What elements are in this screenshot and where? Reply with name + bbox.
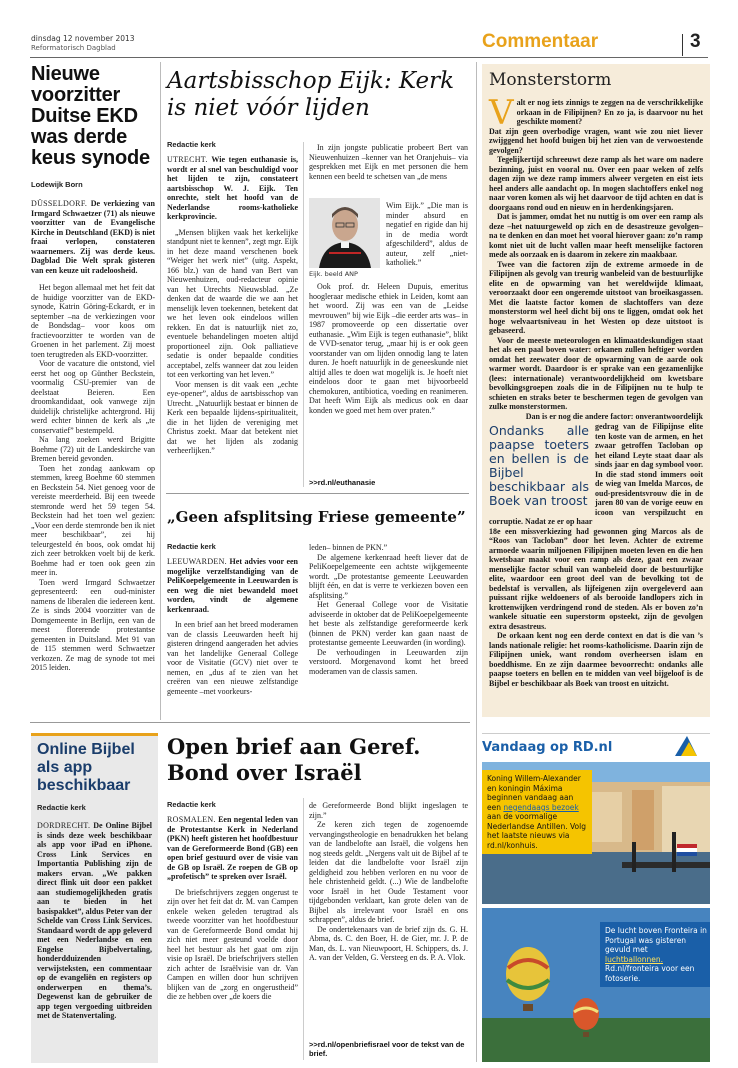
bijbel-lead: De Online Bijbel is sinds deze week beschikbaar als app voor iPad en iPhone. Cross Link Services en Importantia Publishing zijn de makers ervan. „We pakken direct flink uit door een pakket aan studiemogelijkheden gratis aan te bieden in het basispakket”, aldus Peter van der Schelde van Cross Link Services. Standaard wordt de app geleverd met een Nederlandse en een Engelse Bijbelvertaling, honderdduizenden verwijsteksten, een commentaar op de evangeliën en registers op onderwerpen en thema’s. Degewenst kan de gebruiker de app tegen vergoeding uitbreiden met de Statenvertaling. <box>37 821 152 1020</box>
ekd-lead: De verkiezing van Irmgard Schwaetzer (71) als nieuwe voorzitter van de Evangelische Kirche in Deutschland (EKD) is niet fraai verlopen, constateren waarnemers. Zij was derde keus. Dagblad Die Welt sprak gisteren van een keuze uit radeloosheid. <box>31 199 156 275</box>
bijbel-body <box>37 821 152 1021</box>
ekd-body <box>31 199 155 673</box>
promo-item1-before: Koning Willem-Alexander en koningin Máxima beginnen vandaag aan een <box>487 774 581 812</box>
section-rule <box>30 722 470 723</box>
israel-col1 <box>167 815 298 1002</box>
israel-headline: Open brief aan Geref. Bond over Israël <box>167 734 421 785</box>
monsterstorm-paragraph: 18e een missverkiezing had gewonnen ging Marcos als de “Roos van Tacloban” door het leven. Achter de extreme armoede waarin miljoenen Filipijnen moeten leven en die hen kwetsbaar maakt voor een ramp als deze, gaat een zwaar menselijke factor schuil van wanbeleid door de bestuurlijke elite, waardoor een groot deel van de bevolking tot de bedelstaf is vervallen, als lijfeigenen zijn overgeleverd aan puissant rijke weldoeners of als berooide landlopers zich in krottenwijken verdringend rond de steden. Als er boven zo’n wankele situatie een superstorm opsteekt, zijn de gevolgen extra desastreus. <box>489 526 703 631</box>
friese-lead: Het advies voor een mogelijke verzelfstandiging van de PeliKoepelgemeente in Leeuwarden is een weg die niet bewandeld moet worden, vindt de algemene kerkenraad. <box>167 557 298 614</box>
israel-lead: Een negental leden van de Protestantse Kerk in Nederland (PKN) heeft gisteren het hoofdbestuur van de Gereformeerde Bond (GB) een open brief gestuurd over de visie van de GB op Israël. Ze roepen de GB op „profetisch” te spreken over Israël. <box>167 815 298 881</box>
eijk-col2-wrap <box>386 201 468 268</box>
eijk-col2-top <box>309 143 468 181</box>
header-date: dinsdag 12 november 2013 <box>31 34 135 43</box>
eijk-photo <box>309 198 380 268</box>
friese-col1 <box>167 557 298 696</box>
ekd-article <box>31 64 155 673</box>
eijk-paragraph: Wim Eijk.” „Die man is minder absurd en negatief en rigide dan hij in de media wordt afgeschilderd”, aldus de auteur, zelf „niet-katholiek.” <box>386 201 468 267</box>
eijk-headline: Aartsbisschop Eijk: Kerk is niet vóór lijden <box>167 68 455 121</box>
column-divider <box>476 62 477 1062</box>
ekd-paragraph: Het begon allemaal met het feit dat de huidige voorzitter van de EKD-synode, Katrin Göring-Eckardt, er in september –na de verkiezingen voor de Bondsdag– voor koos om fractievoorzitter te worden van de Groenen in het parlement. Zij moest toen terugtreden als EKD-voorzitter. <box>31 283 155 359</box>
israel-paragraph: Ze keren zich tegen de zogenoemde vervangingstheologie en benadrukken het belang van de landbelofte aan Israël, die volgens hen nog steeds geldt. „Nergens valt uit de Bijbel af te leiden dat die landbelofte voor Israël zijn geldigheid zou hebben verloren en nu voor de hele christenheid geldt. (...) Wie de landbelofte voor Israël in het Oude Testament voor tijdgebonden verklaart, kan grote delen van de Bijbel als irrelevant voor Israël en ons schrappen”, aldus de brief. <box>309 820 468 924</box>
monsterstorm-paragraph: Tegelijkertijd schreeuwt deze ramp als het ware om nadere bezinning, juist en vooral nu. Over een paar weken of zelfs dagen zijn we deze ramp immers alweer vergeten en eist iets heel anders alle aandacht op. In mogen slachtoffers enkel nog naar voren komen als wij het daarvoor de tijd achten en dat is doorgaans rond oud en nieuw en in herdenkingsjaren. <box>489 155 703 212</box>
header-page-separator <box>682 34 683 56</box>
israel-col2 <box>309 801 468 963</box>
header-rule <box>30 57 708 58</box>
ekd-headline: Nieuwe voorzitter Duitse EKD was derde keus synode <box>31 63 150 169</box>
israel-link[interactable]: >>rd.nl/openbriefisrael voor de tekst van de brief. <box>309 1040 465 1058</box>
israel-paragraph: de Gereformeerde Bond blijkt ingeslagen te zijn.” <box>309 801 468 820</box>
eijk-paragraph: In zijn jongste publicatie probeert Bert van Nieuwenhuizen –kenner van het Oranjehuis– via gesprekken met Eijk en met personen die hem kennen een beeld te schetsen van „de mens <box>309 143 468 181</box>
bijbel-box <box>31 733 158 1063</box>
eijk-byline: Redactie kerk <box>167 140 216 149</box>
monsterstorm-paragraph: De orkaan kent nog een derde context en dat is die van ’s lands nationale religie: het rooms-katholicisme. Daarin zijn de Filipijnen uniek, want rondom overheersen islam en boeddhisme. En ze zijn daarmee bevoorrecht: ondanks alle paapse toeters en bellen en te midden van veel bijgeloof is de Bijbel er beschikbaar als Boek van troost en uitzicht. <box>489 631 703 688</box>
bijbel-byline: Redactie kerk <box>37 803 86 812</box>
eijk-link[interactable]: >>rd.nl/euthanasie <box>309 478 376 487</box>
section-title: Commentaar <box>482 31 599 52</box>
section-rule <box>166 493 469 494</box>
column-divider <box>303 798 304 1060</box>
promo-box <box>482 733 710 1064</box>
eijk-col1 <box>167 155 298 456</box>
friese-col2 <box>309 543 468 676</box>
column-divider <box>160 62 161 720</box>
israel-paragraph: De briefschrijvers zeggen ongerust te zijn over het feit dat dr. M. van Campen enkele weken geleden terugtrad als tweede voorzitter van het hoofdbestuur van de Gereformeerde Bond omdat hij zich niet meer gesteund voelde door heel het bestuur als het gaat om zijn visie op Israël. De briefschrijvers stellen zich achter de Israëlvisie van dr. Van Campen en willen door hun schrijven blijken van de „zorg en ongerustheid” die ze hebben over „de koers die <box>167 887 298 1001</box>
friese-paragraph: leden– binnen de PKN.” <box>309 543 388 552</box>
ekd-paragraph: Toen het zondag aankwam op stemmen, kreeg Boehme 60 stemmen en Beckstein 54. Niet genoeg voor de vereiste meerderheid. Bij een tweede stemronde werd het 59 tegen 54. Beckstein had het toen wel gezien: „Voor een derde stemronde ben ik niet meer beschikbaar”, zei hij teleurgesteld én boos, ook omdat hij zich zeer betrokken voelt bij de kerk. Boehme had er toen ook geen zin meer in. <box>31 463 155 577</box>
promo-logo-icon <box>673 734 699 758</box>
monsterstorm-paragraph: Twee van die factoren zijn de extreme armoede in de Filipijnen als gevolg van treurig wanbeleid van de bestuurlijke elite en de opwarming van het wereldwijde klimaat, veroorzaakt door een ongeremde uitstoot van broeikasgassen. Met die laatste factor komen de slachtoffers van deze monsterstorm wel heel dicht bij ons te liggen, omdat ook het hoge welvaartsniveau in het Westen op deze uitstoot is gebaseerd. <box>489 259 703 335</box>
eijk-photo-caption: Eijk. beeld ANP <box>309 270 358 278</box>
dropcap: V <box>489 93 514 133</box>
monsterstorm-paragraph: Dan is er nog die andere factor: onverantwoordelijk <box>525 411 703 421</box>
israel-paragraph: De ondertekenaars van de brief zijn ds. G. H. Abma, ds. C. den Boer, H. de Gier, mr. J. P. de Man, ds. L. van Nieuwpoort, H. Schippers, ds. J. A. van der Velden, G. Versteeg en ds. P. A. Vlok. <box>309 924 468 962</box>
promo-photo-balloons[interactable] <box>482 908 710 1062</box>
eijk-col2-rest <box>309 282 468 415</box>
friese-paragraph: Het Generaal College voor de Visitatie adviseerde in oktober dat de PeliKoepelgemeente het beste als zelfstandige gereformeerde kerk (binnen de PKN) verder kan gaan naast de protestantse gemeente Leeuwarden (in wording). <box>309 600 468 647</box>
monsterstorm-box <box>482 64 710 717</box>
ekd-paragraph: Na lang zoeken werd Brigitte Boehme (72) uit de Landeskirche van Bremen bereid gevonden. <box>31 435 155 463</box>
eijk-dateline: UTRECHT. <box>167 155 208 164</box>
israel-dateline: ROSMALEN. <box>167 815 216 824</box>
friese-paragraph: De verhoudingen in Leeuwarden zijn verstoord. Morgenavond komt het breed moderamen van de classis samen. <box>309 647 468 676</box>
monsterstorm-paragraph: Dat is jammer, omdat het nu nuttig is om over een ramp als deze –het natuurgeweld op zich en de desastreuze gevolgen– na te denken en dan moet het vooral hierover gaan: zo’n ramp komt niet uit de lucht vallen maar heeft menselijke factoren mede als oorzaak en is daarom in zekere zin maakbaar. <box>489 212 703 259</box>
column-divider <box>303 142 304 487</box>
monsterstorm-wrap-text: gedrag van de Filipijnse elite ten koste van de armen, en het zwaar getroffen Tacloban op het eiland Leyte staat daar als sinds jaar en dag symbool voor. In die stad stond immers ooit de wieg van Imelda Marcos, de oud-presidentsvrouw die in de jaren 80 van de vorige eeuw en icoon van verspilzucht en corruptie. Nadat ze er op haar <box>489 422 703 526</box>
header-paper: Reformatorisch Dagblad <box>31 44 116 52</box>
friese-paragraph: De algemene kerkenraad heeft liever dat de PeliKoepelgemeente een achtste wijkgemeente wordt. „De protestantse gemeente Leeuwarden blijft één, en dat is verre te verkiezen boven een afsplitsing.” <box>309 552 468 600</box>
ekd-paragraph: Voor de vacature die ontstond, viel eerst het oog op Günther Beckstein, voormalig CSU-premier van de deelstaat Beieren. Een droomkandidaat, ook vanwege zijn duidelijk christelijke achtergrond. Hij werd echter binnen de kerk als „te conservatief” bestempeld. <box>31 359 155 435</box>
eijk-paragraph: Ook prof. dr. Heleen Dupuis, emeritus hoogleraar medische ethiek in Leiden, komt aan het woord. Zij was een van de „Leidse mevrouwen” bij wie Eijk –die eerder arts was– in 1987 promoveerde op een dissertatie over euthanasie. „Wim Eijk is tegen euthanasie”, blikt de VVD-senator terug, „maar hij is er ook geen voorstander van om lijden onnodig lang te laten duren. Je hoeft natuurlijk in de geneeskunde niet altijd alles te doen wat mogelijk is. Je hoeft niet eindeloos door te gaan met bijvoorbeeld chemokuren, antibiotica, voeding en reanimeren. Dat heeft Wim Eijk als medicus ook en daar konden we goed met hem over praten.” <box>309 282 468 415</box>
bijbel-dateline: DORDRECHT. <box>37 821 91 830</box>
friese-paragraph: In een brief aan het breed moderamen van de classis Leeuwarden heeft hij gisteren dringend aangeraden het advies van het landelijke Generaal College voor de Visitatie (GCV) niet over te nemen, en „dus af te zien van het creëren van een nieuwe zelfstandige gemeente –met voorkeurs- <box>167 620 298 696</box>
monsterstorm-body <box>489 93 703 688</box>
eijk-paragraph: „Mensen blijken vaak het kerkelijke standpunt niet te kennen”, zegt mgr. Eijk in het deze maand verschenen boek “Weiger het werk niet” (uitg. Aspekt, 166 blz.) van de hand van Bert van Nieuwenhuizen, oud-redacteur opinie van het Utrechts Nieuwsblad. „Ze denken dat de waarde die we aan het menselijk leven toekennen, betekent dat we het leven ook eindeloos willen rekken. En dat is natuurlijk niet zo, eventuele behandelingen moeten altijd proportioneel zijn. Ook palliatieve sedatie is onder bepaalde condities acceptabel, zelfs wanneer dat zou leiden tot een verkorting van het leven.” <box>167 227 298 379</box>
promo-item1-text <box>482 770 592 854</box>
promo-item2-after: Rd.nl/fronteira voor een fotoserie. <box>605 964 695 983</box>
ekd-dateline: DÜSSELDORF. <box>31 199 88 208</box>
portrait-image <box>309 198 380 268</box>
promo-item1-link[interactable]: negendaags bezoek <box>503 802 579 812</box>
friese-headline: „Geen afsplitsing Friese gemeente” <box>167 508 466 526</box>
promo-title: Vandaag op RD.nl <box>482 740 613 755</box>
page-number: 3 <box>690 31 701 52</box>
promo-item2-link[interactable]: luchtballonnen. <box>605 954 664 964</box>
eijk-paragraph: Voor mensen is dit vaak een „echte eye-opener”, aldus de aartsbisschop van Utrecht. „Natuurlijk bestaat er binnen de Kerk een bepaalde lijdens-spiritualiteit, die in het lijden de vereniging met Christus zoekt. Maar dat betekent niet dat we het lijden als zodanig verheerlijken.” <box>167 379 298 455</box>
eijk-lead: Wie tegen euthanasie is, wordt er al snel van beschuldigd voor het lijden te zijn, constateert aartsbisschop W. J. Eijk. Ten onrechte, stelt het hoofd van de Nederlandse rooms-katholieke kerkprovincie. <box>167 155 298 221</box>
israel-byline: Redactie kerk <box>167 800 216 809</box>
ekd-paragraph: Toen werd Irmgard Schwaetzer gepresenteerd: een oud-minister namens de liberalen die iedereen kent. Ze is sinds 2004 voorzitter van de Domgemeente in Berlijn, een van de meest florerende protestantse gemeenten in Duitsland. Met 91 van de 115 stemmen werd Schwaetzer verkozen. Ze mag de synode tot mei 2015 leiden. <box>31 577 155 672</box>
friese-byline: Redactie kerk <box>167 542 216 551</box>
bijbel-headline: Online Bijbel als app beschikbaar <box>37 741 135 794</box>
promo-item2-text <box>600 922 710 987</box>
monsterstorm-intro: alt er nog iets zinnigs te zeggen na de verschrikkelijke orkaan in de Filipijnen? En zo ja, is daarvoor nu het geschikte moment? <box>516 98 703 126</box>
promo-photo-harbour[interactable] <box>482 762 710 904</box>
promo-item2-before: De lucht boven Fronteira in Portugal was gisteren gevuld met <box>605 926 707 954</box>
monsterstorm-paragraph: Dat zijn geen overbodige vragen, want wie zou niet liever zwijggend het hoofd buigen bij het zien van de verwoestende gevolgen? <box>489 126 703 155</box>
ekd-byline: Lodewijk Born <box>31 180 83 189</box>
monsterstorm-headline: Monsterstorm <box>489 70 612 90</box>
monsterstorm-paragraph: Voor de meeste meteorologen en klimaatdeskundigen staat het als een paal boven water: orkanen zullen heftiger worden omdat het zeewater door de opwarming van de aarde ook warmer wordt. Daardoor is er sprake van een gezamenlijke (lees: internationale) verantwoordelijkheid om kwetsbare bevolkingsgroepen zoals die in de Filipijnen nu te hulp te schieten en straks beter te beschermen tegen de gevolgen van zulke monsterstormen. <box>489 335 703 411</box>
friese-dateline: LEEUWARDEN. <box>167 557 227 566</box>
pullquote: Ondanks alle paapse toeters en bellen is de Bijbel beschikbaar als Boek van troost <box>489 423 589 508</box>
promo-item1-after: aan de voormalige Nederlandse Antillen. Volg het laatste nieuws via rd.nl/konhuis. <box>487 812 586 850</box>
